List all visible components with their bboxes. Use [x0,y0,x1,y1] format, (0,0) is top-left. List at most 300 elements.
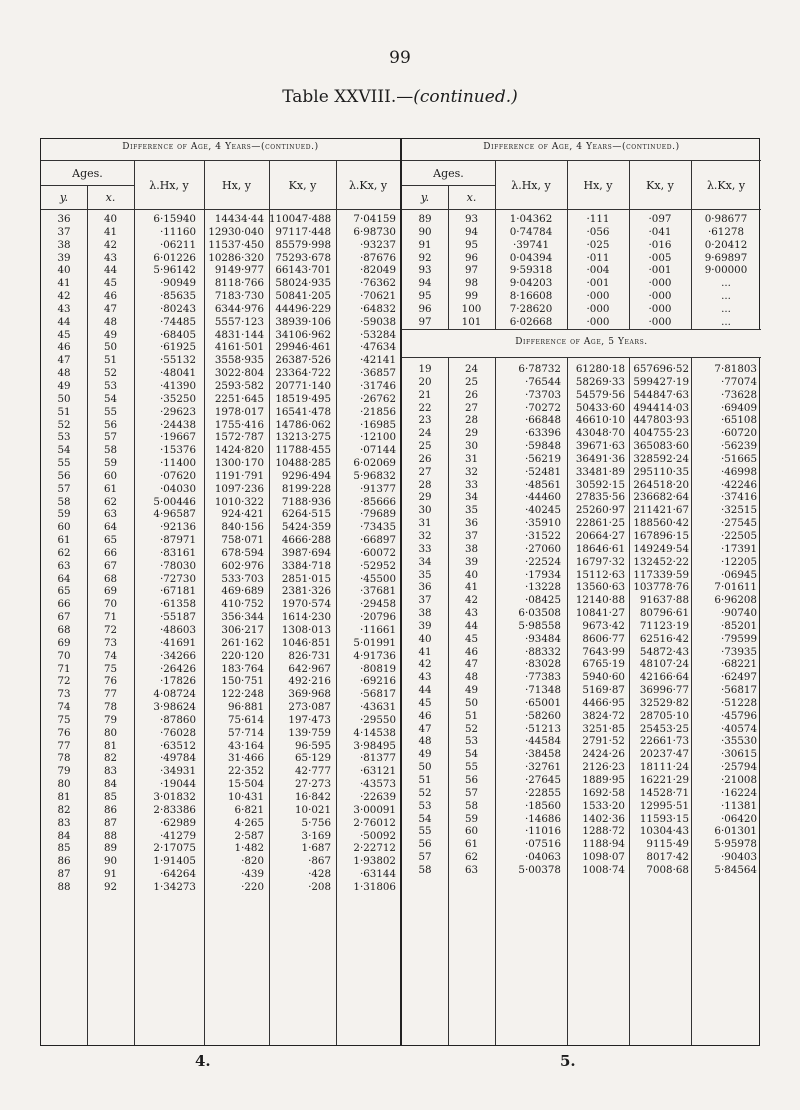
right-k-cell: ·000 [648,302,672,315]
right-lambda-h2-cell: ·27645 [524,774,561,786]
right-h2-cell: 12140·88 [575,594,625,607]
left-h-cell: 6344·976 [214,302,264,315]
right-k2-cell: 48107·24 [639,658,689,671]
right-x2-cell: 32 [464,465,479,478]
left-k-cell: 27·273 [294,778,331,791]
left-k-cell: 7188·936 [281,495,331,508]
right-k2-cell: 188560·42 [633,517,689,530]
right-x2-cell: 52 [464,722,479,735]
left-y-cell: 57 [57,482,71,495]
left-y-cell: 39 [57,251,71,264]
right-y2-cell: 23 [418,414,432,427]
left-y-cell: 64 [57,572,71,585]
left-lambda-h-cell: ·55132 [159,354,196,367]
left-lambda-h-cell: ·64264 [159,868,196,881]
left-x-cell: 70 [103,598,118,611]
left-col-lambda-h: λ.Hx, y [149,179,189,192]
right-lambda-h2-cell: ·38458 [524,748,561,761]
left-k-cell: 642·967 [288,662,331,675]
right-h2-cell: 6765·19 [582,658,625,671]
right-k2-cell: 103778·76 [633,581,689,594]
left-lambda-k-cell: ·43573 [359,778,396,791]
left-k-cell: 85579·998 [275,238,331,251]
right-lambda-h2-cell: ·51213 [524,722,561,735]
right-k2-cell: 54872·43 [639,645,689,658]
left-col-k: Kx, y [288,179,317,192]
right-lambda-k-cell: 0·98677 [704,213,748,225]
left-x-cell: 66 [103,546,118,559]
right-x2-cell: 37 [464,529,479,542]
left-lambda-k-cell: ·37681 [359,585,396,598]
left-k-cell: 20771·140 [275,379,331,392]
left-lambda-k-cell: ·45500 [359,572,396,585]
left-x-cell: 78 [103,701,118,714]
right-x2-cell: 58 [464,799,479,812]
left-lambda-k-cell: 5·01991 [353,636,396,649]
left-k-cell: 1308·013 [281,624,331,636]
right-lambda-k2-cell: ·17391 [720,542,757,555]
left-h-cell: 678·594 [221,546,264,559]
left-lambda-k-cell: ·43631 [359,701,396,714]
right-k-cell: ·097 [648,213,672,225]
left-x-cell: 69 [103,585,118,598]
right-header-rule [402,160,761,161]
left-lambda-h-cell: ·41691 [159,636,196,649]
left-y-cell: 40 [57,264,71,277]
right-h-cell: ·001 [586,277,610,290]
left-lambda-k-cell: ·87676 [359,251,396,264]
left-x-cell: 72 [103,624,118,636]
left-x-cell: 73 [103,636,118,649]
right-x2-cell: 63 [464,863,479,876]
right-lambda-h-cell: 0·04394 [509,251,553,264]
right-x2-cell: 24 [464,363,479,375]
right-lambda-h2-cell: ·88332 [524,645,561,658]
left-y-cell: 73 [57,688,71,701]
left-h-cell: 306·217 [221,624,264,636]
left-lambda-h-cell: ·26426 [159,662,196,675]
right-x-cell: 96 [464,251,479,264]
right-x2-cell: 62 [464,851,479,864]
right-lambda-h2-cell: 6·78732 [518,363,561,375]
left-x-cell: 92 [103,880,118,893]
left-k-column [269,213,331,894]
right-x2-cell: 59 [464,812,479,825]
right-lambda-k2-cell: ·73935 [720,645,757,658]
left-y-cell: 83 [57,816,71,829]
title-main: Table XXVIII.— [282,87,414,107]
left-y-cell: 65 [57,585,71,598]
left-y-cell: 79 [57,765,71,778]
left-h-cell: 3558·935 [214,354,264,367]
right-lambda-h2-cell: ·73703 [524,388,561,401]
right-h-cell: ·011 [586,251,610,264]
left-x-cell: 47 [103,302,118,315]
right-x2-cell: 40 [464,568,479,581]
left-h-cell: 9149·977 [214,264,264,277]
right-k2-cell: 36996·77 [639,684,689,697]
right-header: Difference of Age, 4 Years—(continued.) [483,142,680,152]
left-k-cell: 3·169 [301,829,331,842]
left-k-cell: 1614·230 [281,611,331,624]
left-lambda-h-cell: ·80243 [159,302,196,315]
right-y2-cell: 24 [418,427,432,440]
left-h-cell: 43·164 [227,739,264,752]
right-lambda-h-cell: ·39741 [512,238,550,251]
right-lambda-h2-cell: ·40245 [524,504,561,517]
right-k2-cell: 328592·24 [633,452,689,465]
right-y-cell: 91 [418,238,432,251]
right-k2-cell: 404755·23 [633,427,689,440]
left-lambda-h-cell: 3·01832 [153,790,196,803]
right-x2-cell: 45 [464,632,479,645]
right-lambda-k2-cell: 5·84564 [714,863,757,876]
left-x-cell: 54 [103,392,118,405]
left-y-cell: 52 [57,418,71,431]
left-h-cell: ·820 [241,855,264,868]
right-lambda-k2-cell: ·06420 [720,812,757,825]
left-k-cell: 273·087 [288,701,331,714]
right-y2-cell: 43 [418,671,432,684]
right-x2-cell: 35 [464,504,479,517]
right-h2-cell: 1188·94 [582,838,625,851]
right-lambda-k2-cell: ·40574 [720,722,757,735]
left-y-cell: 86 [57,855,71,868]
right-lambda-h2-cell: ·35910 [524,517,561,530]
left-lambda-k-cell: ·93237 [359,238,396,251]
left-x-cell: 81 [103,739,118,752]
left-lambda-h-cell: ·48041 [159,367,196,380]
left-k-cell: 110047·488 [269,213,332,225]
left-y-cell: 72 [57,675,71,688]
left-lambda-h-cell: 5·96142 [153,264,196,277]
left-h-cell: 96·881 [227,701,264,714]
left-y-cell: 61 [57,534,71,547]
left-y-cell: 50 [57,392,71,405]
left-lambda-h-cell: ·85635 [159,290,196,303]
right-lambda-h2-cell: 5·00378 [518,863,561,876]
left-h-cell: 14434·44 [214,213,264,225]
right-lambda-k-cell: ... [721,277,731,290]
right-lambda-h-cell: 9·59318 [509,264,553,277]
right-k2-cell: 22661·73 [639,735,689,748]
left-x-cell: 50 [103,341,118,354]
left-y-cell: 54 [57,444,71,457]
left-lambda-k-cell: ·63144 [359,868,396,881]
left-h-cell: 924·421 [221,508,264,521]
left-k-cell: ·867 [308,855,331,868]
right-k2-cell: 211421·67 [633,504,689,517]
right-y2-cell: 51 [418,774,432,786]
left-lambda-k-cell: ·47634 [359,341,396,354]
right-y2-cell: 37 [418,594,432,607]
right-k-cell: ·016 [648,238,672,251]
right-h-cell: ·004 [586,264,610,277]
left-col-y: y. [59,191,69,204]
right-y-cell: 97 [418,315,432,328]
left-k-cell: 75293·678 [275,251,331,264]
left-h-cell: 1097·236 [214,482,264,495]
left-y-cell: 36 [57,213,71,225]
right-lambda-k-cell: ·61278 [707,225,745,238]
right-h2-cell: 2424·26 [582,748,625,761]
right-y-cell: 95 [418,290,432,303]
left-h-cell: 2593·582 [214,379,264,392]
right-lambda-h2-cell: ·27060 [524,542,561,555]
right-lambda-k2-cell: ·42246 [720,478,757,491]
left-lambda-k-cell: ·79689 [359,508,396,521]
left-y-cell: 78 [57,752,71,765]
left-h-cell: 57·714 [227,726,264,739]
left-h-cell: 410·752 [221,598,264,611]
right-k2-cell: 62516·42 [639,632,689,645]
left-h-cell: 1010·322 [214,495,264,508]
left-lambda-h-cell: ·07620 [159,469,196,482]
right-lambda-k2-cell: ·37416 [720,491,757,504]
left-h-cell: 602·976 [221,559,264,572]
right-lambda-h2-cell: ·71348 [524,684,561,697]
right-x2-cell: 61 [464,838,479,851]
left-y-cell: 53 [57,431,71,444]
right-h2-cell: 5940·60 [582,671,625,684]
left-h-cell: 12930·040 [208,225,264,238]
right-y2-cell: 41 [418,645,432,658]
right-x-cell: 99 [464,290,479,303]
left-y-cell: 47 [57,354,71,367]
right-lambda-k2-cell: ·62497 [720,671,757,684]
right-lambda-h-cell: 0·74784 [509,225,553,238]
left-h-cell: 261·162 [221,636,264,649]
right-lambda-h2-cell: ·11016 [524,825,561,838]
right-h2-cell: 13560·63 [575,581,625,594]
left-lambda-k-cell: ·56817 [359,688,396,701]
right-x2-cell: 38 [464,542,479,555]
left-lambda-h-cell: ·41390 [159,379,196,392]
left-y-cell: 80 [57,778,71,791]
left-x-cell: 45 [103,277,118,290]
left-x-cell: 68 [103,572,118,585]
left-x-cell: 80 [103,726,118,739]
left-lambda-k-cell: ·20796 [359,611,396,624]
right-lambda-k2-cell: ·65108 [720,414,757,427]
left-lambda-k-cell: ·31746 [359,379,396,392]
right-k2-cell: 10304·43 [639,825,689,838]
right-x2-cell: 30 [464,440,479,453]
right-y2-cell: 29 [418,491,432,504]
left-x-cell: 49 [103,328,118,341]
right-lambda-h2-cell: ·65001 [524,696,561,709]
right-lambda-k2-cell: ·35530 [720,735,757,748]
left-y-cell: 44 [57,315,71,328]
right-lambda-k-cell: ... [721,302,731,315]
right-x2-cell: 41 [464,581,479,594]
right-y2-cell: 52 [418,786,432,799]
left-colhead-rule [41,209,400,210]
right-lambda-k-cell: ... [721,290,731,303]
left-lambda-h-cell: ·11400 [159,457,196,470]
left-y-cell: 70 [57,649,71,662]
right-k2-cell: 8017·42 [646,851,689,864]
left-lambda-k-cell: ·73435 [359,521,396,534]
left-k-cell: 23364·722 [275,367,331,380]
right-x-cell: 94 [464,225,479,238]
left-lambda-h-cell: ·19044 [159,778,196,791]
left-h-cell: 11537·450 [208,238,264,251]
right-x-column [448,213,495,329]
left-lambda-h-cell: ·83161 [159,546,196,559]
left-k-cell: 66143·701 [275,264,331,277]
left-lambda-h-cell: ·34931 [159,765,196,778]
left-y-cell: 60 [57,521,71,534]
left-lambda-k-cell: ·26762 [359,392,396,405]
left-y-cell: 37 [57,225,71,238]
right-x2-cell: 28 [464,414,479,427]
left-x-cell: 48 [103,315,118,328]
right-lambda-h-cell: 1·04362 [509,213,553,225]
left-lambda-k-cell: ·11661 [359,624,396,636]
right-lambda-h-cell: 7·28620 [509,302,553,315]
right-h2-column [567,363,625,877]
left-y-cell: 62 [57,546,71,559]
right-h-cell: ·056 [586,225,610,238]
right-lambda-k2-cell: ·21008 [720,774,757,786]
left-lambda-h-cell: 3·98624 [153,701,196,714]
right-x2-cell: 48 [464,671,479,684]
right-lambda-h2-cell: ·04063 [524,851,561,864]
right-h2-cell: 20664·27 [575,529,625,542]
right-section2-header: Difference of Age, 5 Years. [515,337,648,347]
right-lambda-k2-cell: 7·81803 [714,363,757,375]
left-k-cell: 42·777 [294,765,331,778]
left-y-cell: 82 [57,803,71,816]
left-y-cell: 66 [57,598,71,611]
left-lambda-h-cell: 6·01226 [153,251,196,264]
right-lambda-k2-cell: ·27545 [720,517,757,530]
right-y2-cell: 55 [418,825,432,838]
left-h-cell: 22·352 [227,765,264,778]
right-lambda-k2-cell: 7·01611 [714,581,757,594]
right-h-cell: ·111 [586,213,610,225]
left-k-cell: ·428 [308,868,331,881]
right-y2-cell: 44 [418,684,432,697]
left-x-cell: 61 [103,482,118,495]
right-h2-cell: 39671·63 [575,440,625,453]
left-y-cell: 85 [57,842,71,855]
left-lambda-k-cell: ·85666 [359,495,396,508]
right-lambda-h-cell: 9·04203 [509,277,553,290]
right-k2-cell: 91637·88 [639,594,689,607]
left-k-cell: 492·216 [288,675,331,688]
left-x-cell: 62 [103,495,118,508]
left-lambda-k-cell: 6·02069 [353,457,396,470]
left-x-cell: 43 [103,251,118,264]
right-lambda-h-column [495,213,567,329]
right-h2-cell: 9673·42 [582,619,625,632]
right-lambda-h2-cell: ·76544 [524,375,561,388]
left-lambda-k-cell: ·16985 [359,418,396,431]
right-x2-cell: 49 [464,684,479,697]
left-k-cell: 2381·326 [281,585,331,598]
left-h-cell: 4831·144 [214,328,264,341]
left-lambda-h-cell: ·41279 [159,829,196,842]
right-k2-cell: 264518·20 [633,478,689,491]
left-lambda-k-cell: 2·76012 [353,816,396,829]
left-lambda-h-cell: ·63512 [159,739,196,752]
left-k-cell: 1970·574 [281,598,331,611]
right-x-cell: 95 [464,238,479,251]
left-h-cell: 758·071 [221,534,264,547]
left-k-cell: 44496·229 [275,302,331,315]
left-y-cell: 84 [57,829,71,842]
right-lambda-k2-cell: ·16224 [720,786,757,799]
left-lambda-k-cell: ·07144 [359,444,396,457]
right-lambda-h2-cell: ·31522 [524,529,561,542]
left-lambda-k-cell: ·36857 [359,367,396,380]
left-y-column [41,213,87,894]
left-x-cell: 52 [103,367,118,380]
right-k-cell: ·005 [648,251,672,264]
right-x2-cell: 57 [464,786,479,799]
left-lambda-k-column [336,213,396,894]
right-lambda-h2-cell: ·08425 [524,594,561,607]
right-y2-cell: 50 [418,761,432,774]
left-h-cell: 3022·804 [214,367,264,380]
left-header-rule [41,160,400,161]
right-lambda-h2-cell: ·58260 [524,709,561,722]
right-x2-column [448,363,495,877]
right-y2-cell: 35 [418,568,432,581]
right-lambda-h2-cell: 5·98558 [518,619,561,632]
right-x2-cell: 34 [464,491,479,504]
right-h-cell: ·025 [586,238,610,251]
left-x-column [87,213,134,894]
left-lambda-h-cell: 5·00446 [153,495,196,508]
right-lambda-k-cell: 9·69897 [704,251,748,264]
left-h-cell: 183·764 [221,662,264,675]
right-h2-cell: 7643·99 [582,645,625,658]
right-k2-cell: 25453·25 [639,722,689,735]
left-lambda-k-cell: ·81377 [359,752,396,765]
left-h-cell: 469·689 [221,585,264,598]
right-h2-cell: 1098·07 [582,851,625,864]
left-lambda-h-cell: ·34266 [159,649,196,662]
right-lambda-h2-cell: ·48561 [524,478,561,491]
left-lambda-h-cell: ·62989 [159,816,196,829]
left-x-cell: 58 [103,444,118,457]
right-x-cell: 98 [464,277,479,290]
right-lambda-k-cell: 0·20412 [704,238,748,251]
right-lambda-k2-cell: 6·96208 [714,594,757,607]
right-lambda-h2-cell: ·66848 [524,414,561,427]
left-lambda-k-cell: ·50092 [359,829,396,842]
left-y-cell: 59 [57,508,71,521]
left-lambda-h-cell: ·61358 [159,598,196,611]
right-lambda-h2-cell: ·14686 [524,812,561,825]
right-col-lambda-k: λ.Kx, y [706,179,746,192]
right-lambda-k2-cell: ·51665 [720,452,757,465]
left-x-cell: 91 [103,868,118,881]
right-lambda-h2-cell: ·59848 [524,440,561,453]
right-y2-cell: 39 [418,619,432,632]
page-number: 99 [389,48,411,68]
right-k2-cell: 132452·22 [633,555,689,568]
left-lambda-k-cell: 1·31806 [353,880,396,893]
left-col-lambda-k: λ.Kx, y [348,179,388,192]
right-lambda-k2-cell: ·32515 [720,504,757,517]
left-lambda-h-cell: 4·96587 [153,508,196,521]
left-lambda-k-cell: 3·98495 [353,739,396,752]
left-y-cell: 38 [57,238,71,251]
